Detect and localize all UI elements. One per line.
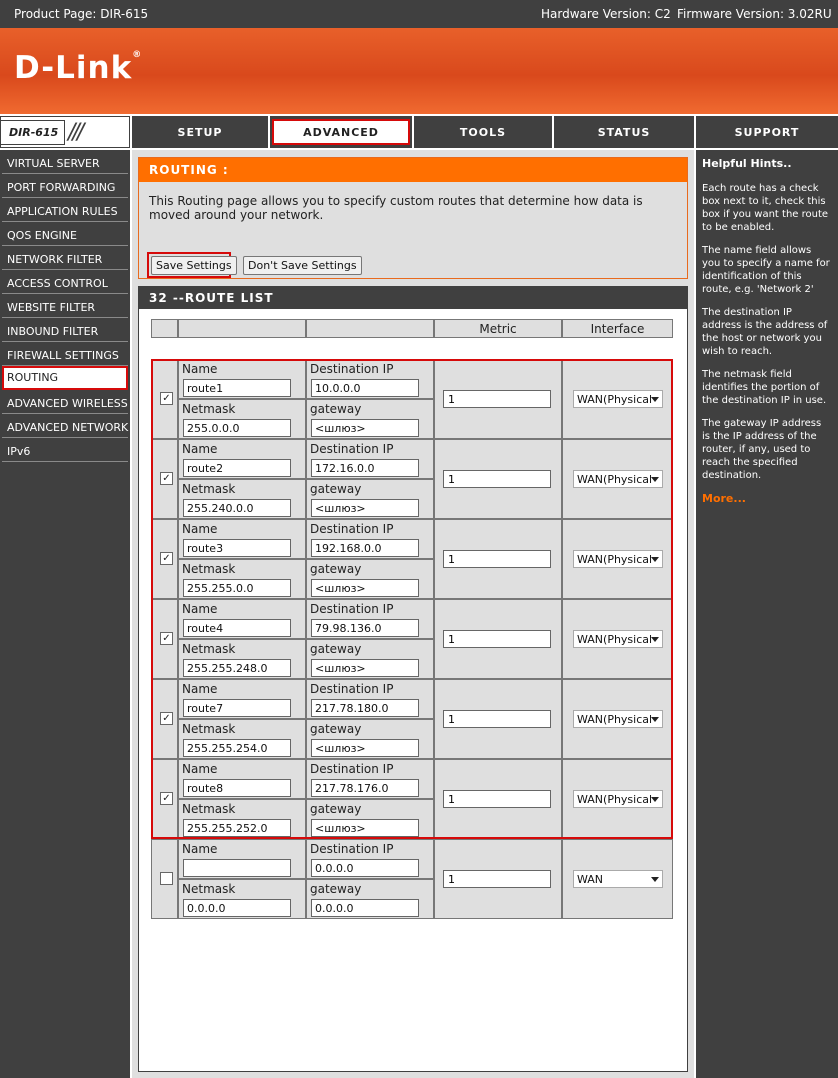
gateway-input[interactable]: <шлюз>	[311, 819, 419, 837]
interface-select[interactable]	[573, 390, 663, 408]
route-row	[151, 839, 675, 919]
dest-cell	[306, 759, 434, 799]
hint-paragraph: The destination IP address is the address of the host or network you wish to reach.	[702, 307, 828, 357]
slash-decoration-icon: ///	[68, 120, 82, 145]
gateway-label: gateway	[310, 722, 362, 736]
interface-select[interactable]	[573, 870, 663, 888]
metric-cell	[434, 759, 562, 839]
gateway-cell	[306, 399, 434, 439]
netmask-label: Netmask	[182, 402, 236, 416]
gateway-input[interactable]: 0.0.0.0	[311, 899, 419, 917]
dest-cell	[306, 519, 434, 559]
dest-cell	[306, 679, 434, 719]
sidebar-item-advanced-network[interactable]: ADVANCED NETWORK	[2, 416, 128, 438]
sidebar-item-firewall-settings[interactable]: FIREWALL SETTINGS	[2, 344, 128, 366]
metric-input[interactable]: 1	[443, 470, 551, 488]
netmask-cell	[178, 719, 306, 759]
interface-cell	[562, 599, 673, 679]
name-label: Name	[182, 442, 218, 456]
sidebar-item-advanced-wireless[interactable]: ADVANCED WIRELESS	[2, 392, 128, 414]
enable-checkbox[interactable]: ✓	[160, 392, 173, 405]
dest-ip-input[interactable]: 10.0.0.0	[311, 379, 419, 397]
gateway-input[interactable]: <шлюз>	[311, 659, 419, 677]
metric-cell	[434, 839, 562, 919]
gateway-cell	[306, 479, 434, 519]
hint-paragraph: Each route has a check box next to it, check this box if you want the route to be enabled.	[702, 183, 829, 233]
name-input[interactable]: route1	[183, 379, 291, 397]
gateway-input[interactable]: <шлюз>	[311, 739, 419, 757]
dest-ip-input[interactable]: 0.0.0.0	[311, 859, 419, 877]
netmask-label: Netmask	[182, 722, 236, 736]
metric-input[interactable]: 1	[443, 390, 551, 408]
hint-paragraph: The netmask field identifies the portion of the destination IP in use.	[702, 369, 827, 406]
enable-checkbox[interactable]: ✓	[160, 472, 173, 485]
header-interface: Interface	[562, 319, 673, 338]
interface-cell	[562, 759, 673, 839]
metric-input[interactable]: 1	[443, 550, 551, 568]
netmask-input[interactable]: 255.255.254.0	[183, 739, 291, 757]
netmask-cell	[178, 399, 306, 439]
interface-value: WAN(Physical	[577, 553, 653, 566]
gateway-input[interactable]: <шлюз>	[311, 579, 419, 597]
hint-paragraph: The gateway IP address is the IP address of the router, if any, used to reach the specified destination.	[702, 418, 822, 481]
tab-support[interactable]: SUPPORT	[696, 116, 838, 148]
netmask-cell	[178, 879, 306, 919]
netmask-input[interactable]: 255.255.0.0	[183, 579, 291, 597]
netmask-cell	[178, 639, 306, 679]
top-bar	[0, 0, 838, 28]
gateway-input[interactable]: <шлюз>	[311, 499, 419, 517]
name-input[interactable]: route7	[183, 699, 291, 717]
gateway-label: gateway	[310, 802, 362, 816]
dest-ip-input[interactable]: 217.78.176.0	[311, 779, 419, 797]
interface-value: WAN(Physical	[577, 713, 653, 726]
name-cell	[178, 359, 306, 399]
dest-ip-input[interactable]: 192.168.0.0	[311, 539, 419, 557]
netmask-cell	[178, 559, 306, 599]
name-cell	[178, 679, 306, 719]
dest-cell	[306, 359, 434, 399]
enable-checkbox[interactable]: ✓	[160, 792, 173, 805]
name-label: Name	[182, 522, 218, 536]
dest-label: Destination IP	[310, 602, 394, 616]
save-settings-button[interactable]: Save Settings	[151, 256, 237, 275]
name-cell	[178, 599, 306, 639]
enable-checkbox[interactable]	[160, 872, 173, 885]
netmask-label: Netmask	[182, 802, 236, 816]
checkbox-cell	[151, 759, 178, 839]
sidebar-item-ipv6[interactable]: IPv6	[2, 440, 128, 462]
interface-cell	[562, 439, 673, 519]
header-dest-col	[306, 319, 434, 338]
interface-select[interactable]	[573, 550, 663, 568]
hint-paragraph: The name field allows you to specify a name for identification of this route, e.g. 'Network 2'	[702, 245, 830, 295]
netmask-label: Netmask	[182, 562, 236, 576]
netmask-input[interactable]: 255.255.252.0	[183, 819, 291, 837]
route-row	[151, 439, 675, 519]
interface-select[interactable]	[573, 790, 663, 808]
netmask-input[interactable]: 255.255.248.0	[183, 659, 291, 677]
name-input[interactable]	[183, 859, 291, 877]
interface-select[interactable]	[573, 470, 663, 488]
enable-checkbox[interactable]: ✓	[160, 552, 173, 565]
interface-cell	[562, 839, 673, 919]
name-input[interactable]: route8	[183, 779, 291, 797]
name-cell	[178, 839, 306, 879]
model-label: DIR-615	[1, 120, 65, 145]
sidebar-item-qos-engine[interactable]: QOS ENGINE	[2, 224, 128, 246]
hardware-version-label: Hardware Version: C2	[541, 7, 671, 21]
chevron-down-icon	[651, 477, 659, 482]
route-row	[151, 599, 675, 679]
interface-value: WAN(Physical	[577, 793, 653, 806]
dlink-logo: D-Link®	[14, 50, 143, 86]
enable-checkbox[interactable]: ✓	[160, 712, 173, 725]
tab-tools[interactable]: TOOLS	[414, 116, 552, 148]
dest-label: Destination IP	[310, 842, 394, 856]
sidebar-item-port-forwarding[interactable]: PORT FORWARDING	[2, 176, 128, 198]
interface-cell	[562, 359, 673, 439]
gateway-cell	[306, 879, 434, 919]
metric-input[interactable]: 1	[443, 710, 551, 728]
interface-cell	[562, 519, 673, 599]
dest-label: Destination IP	[310, 762, 394, 776]
product-page-label: Product Page: DIR-615	[14, 7, 149, 21]
header-checkbox-col	[151, 319, 178, 338]
name-cell	[178, 439, 306, 479]
checkbox-cell	[151, 359, 178, 439]
netmask-input[interactable]: 0.0.0.0	[183, 899, 291, 917]
main-content	[132, 150, 694, 1078]
dest-cell	[306, 439, 434, 479]
chevron-down-icon	[651, 397, 659, 402]
netmask-input[interactable]: 255.240.0.0	[183, 499, 291, 517]
sidebar-item-website-filter[interactable]: WEBSITE FILTER	[2, 296, 128, 318]
dest-label: Destination IP	[310, 442, 394, 456]
gateway-label: gateway	[310, 402, 362, 416]
dest-ip-input[interactable]: 217.78.180.0	[311, 699, 419, 717]
checkbox-cell	[151, 519, 178, 599]
checkbox-cell	[151, 839, 178, 919]
enable-checkbox[interactable]: ✓	[160, 632, 173, 645]
interface-select[interactable]	[573, 710, 663, 728]
routing-section	[138, 157, 688, 279]
gateway-cell	[306, 559, 434, 599]
hints-title: Helpful Hints..	[702, 157, 792, 170]
route-list-title: 32 --ROUTE LIST	[139, 287, 687, 309]
name-cell	[178, 759, 306, 799]
netmask-cell	[178, 799, 306, 839]
tab-setup[interactable]: SETUP	[132, 116, 268, 148]
route-row	[151, 759, 675, 839]
gateway-label: gateway	[310, 562, 362, 576]
route-row	[151, 679, 675, 759]
gateway-cell	[306, 719, 434, 759]
metric-cell	[434, 519, 562, 599]
name-label: Name	[182, 842, 218, 856]
dest-label: Destination IP	[310, 362, 394, 376]
metric-input[interactable]: 1	[443, 870, 551, 888]
gateway-cell	[306, 799, 434, 839]
metric-cell	[434, 679, 562, 759]
checkbox-cell	[151, 439, 178, 519]
name-cell	[178, 519, 306, 559]
chevron-down-icon	[651, 717, 659, 722]
route-row	[151, 519, 675, 599]
dest-cell	[306, 839, 434, 879]
chevron-down-icon	[651, 637, 659, 642]
tab-advanced[interactable]: ADVANCED	[270, 116, 412, 148]
metric-input[interactable]: 1	[443, 790, 551, 808]
dont-save-settings-button[interactable]: Don't Save Settings	[243, 256, 362, 275]
dest-ip-input[interactable]: 172.16.0.0	[311, 459, 419, 477]
sidebar-item-access-control[interactable]: ACCESS CONTROL	[2, 272, 128, 294]
dest-ip-input[interactable]: 79.98.136.0	[311, 619, 419, 637]
sidebar-item-network-filter[interactable]: NETWORK FILTER	[2, 248, 128, 270]
name-input[interactable]: route2	[183, 459, 291, 477]
interface-select[interactable]	[573, 630, 663, 648]
header-banner	[0, 28, 838, 115]
gateway-cell	[306, 639, 434, 679]
dest-label: Destination IP	[310, 682, 394, 696]
interface-value: WAN	[577, 873, 604, 886]
name-label: Name	[182, 602, 218, 616]
dest-cell	[306, 599, 434, 639]
interface-value: WAN(Physical	[577, 473, 653, 486]
route-row	[151, 359, 675, 439]
netmask-cell	[178, 479, 306, 519]
metric-cell	[434, 439, 562, 519]
metric-input[interactable]: 1	[443, 630, 551, 648]
netmask-input[interactable]: 255.0.0.0	[183, 419, 291, 437]
name-label: Name	[182, 762, 218, 776]
metric-cell	[434, 599, 562, 679]
chevron-down-icon	[651, 797, 659, 802]
routing-title: ROUTING :	[139, 158, 687, 182]
sidebar-item-application-rules[interactable]: APPLICATION RULES	[2, 200, 128, 222]
name-input[interactable]: route4	[183, 619, 291, 637]
interface-value: WAN(Physical	[577, 633, 653, 646]
netmask-label: Netmask	[182, 882, 236, 896]
netmask-label: Netmask	[182, 642, 236, 656]
sidebar-item-routing[interactable]: ROUTING	[2, 366, 128, 390]
interface-cell	[562, 679, 673, 759]
chevron-down-icon	[651, 557, 659, 562]
gateway-label: gateway	[310, 482, 362, 496]
name-label: Name	[182, 682, 218, 696]
chevron-down-icon	[651, 877, 659, 882]
routing-description: This Routing page allows you to specify custom routes that determine how data is moved around your network.	[149, 194, 643, 222]
top-navigation	[0, 116, 838, 148]
tab-status[interactable]: STATUS	[554, 116, 694, 148]
interface-value: WAN(Physical	[577, 393, 653, 406]
sidebar-item-virtual-server[interactable]: VIRTUAL SERVER	[2, 152, 128, 174]
more-link[interactable]: More...	[702, 492, 746, 505]
header-name-col	[178, 319, 306, 338]
route-list-section	[138, 286, 688, 1072]
checkbox-cell	[151, 599, 178, 679]
gateway-label: gateway	[310, 882, 362, 896]
sidebar	[0, 150, 130, 1078]
header-metric: Metric	[434, 319, 562, 338]
netmask-label: Netmask	[182, 482, 236, 496]
name-label: Name	[182, 362, 218, 376]
sidebar-item-inbound-filter[interactable]: INBOUND FILTER	[2, 320, 128, 342]
dest-label: Destination IP	[310, 522, 394, 536]
model-badge	[0, 116, 130, 148]
helpful-hints-panel	[696, 150, 838, 1078]
gateway-label: gateway	[310, 642, 362, 656]
gateway-input[interactable]: <шлюз>	[311, 419, 419, 437]
firmware-version-label: Firmware Version: 3.02RU	[677, 7, 832, 21]
checkbox-cell	[151, 679, 178, 759]
metric-cell	[434, 359, 562, 439]
name-input[interactable]: route3	[183, 539, 291, 557]
